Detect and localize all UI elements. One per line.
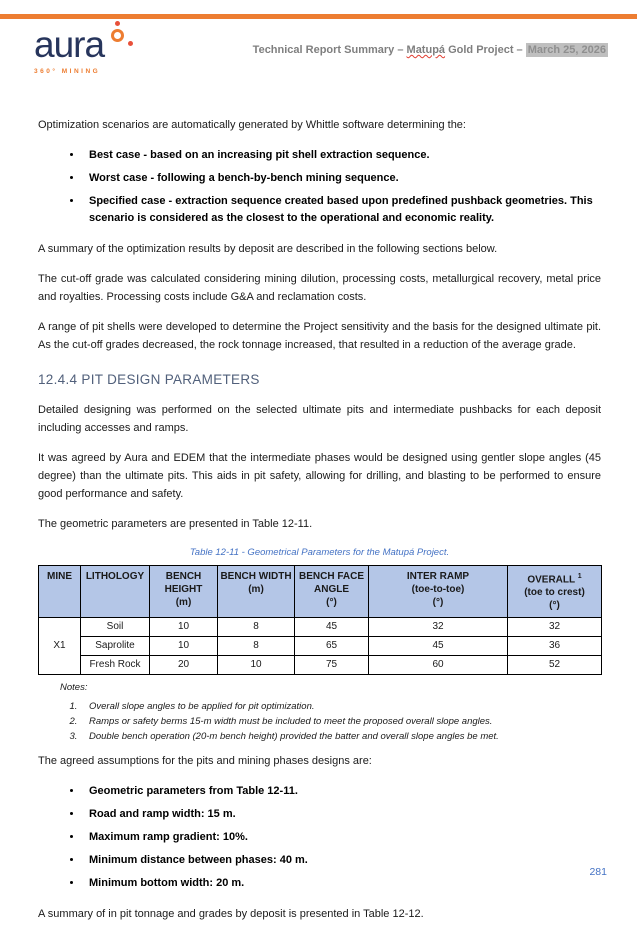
note-item: 2. Ramps or safety berms 15-m width must be included to meet the proposed overall slope angles.: [80, 714, 601, 729]
column-header-mine: [39, 566, 81, 618]
note-item: 1. Overall slope angles to be applied for pit optimization.: [80, 699, 601, 714]
table-row: [39, 637, 602, 656]
paragraph-detailed-designing: Detailed designing was performed on the selected ultimate pits and intermediate pushbacks for each deposit including accesses and ramps.: [38, 404, 601, 434]
table-notes: [60, 680, 601, 744]
header-line: (toe-to-toe): [411, 584, 465, 595]
document-header-title: [253, 44, 608, 56]
cell-face-angle: 65: [295, 637, 369, 656]
list-item: • Road and ramp width: 15 m.: [83, 806, 601, 823]
header-title-date: March 25, 2026: [527, 44, 606, 56]
logo-ring: [111, 29, 124, 42]
list-item: • Maximum ramp gradient: 10%.: [83, 829, 601, 846]
table-row: [39, 618, 602, 637]
cell-bench-width: 8: [218, 618, 295, 637]
cell-lithology: Saprolite: [81, 637, 150, 656]
paragraph-geometric-parameters: The geometric parameters are presented in Table 12-11.: [38, 518, 313, 530]
header-line: MINE: [47, 571, 72, 582]
aura-logo-icon: [108, 21, 134, 51]
header-line: (°): [326, 597, 337, 608]
logo-dot-top: [115, 21, 120, 26]
paragraph-aura-edem-agreement: It was agreed by Aura and EDEM that the intermediate phases would be designed using gentler slope angles (45 degree) than the ultimate pits. This aids in pit safety, allowing for drilling, and blasting to be performed to ensure good performance and safety.: [38, 452, 601, 500]
list-item: • Worst case - following a bench-by-bench mining sequence.: [83, 170, 601, 187]
design-assumptions-list: [38, 783, 601, 892]
aura-logo: [34, 24, 154, 75]
paragraph-pit-shells: A range of pit shells were developed to determine the Project sensitivity and the basis for the designed ultimate pit. As the cut-off grades decreased, the rock tonnage increased, that resulted in a reduction of the average grade.: [38, 321, 601, 351]
aura-logo-text: aura: [34, 24, 105, 65]
cell-overall: 32: [508, 618, 602, 637]
section-heading-pit-design-parameters: 12.4.4 PIT DESIGN PARAMETERS: [38, 372, 260, 387]
list-item: • Specified case - extraction sequence created based upon predefined pushback geometries. This scenario is considered as the closest to the operational and economic reality.: [83, 193, 601, 227]
column-header-overall: [508, 566, 602, 618]
header-line: (toe to crest): [524, 587, 585, 599]
list-item: • Minimum bottom width: 20 m.: [83, 875, 601, 892]
header-line: (m): [248, 584, 264, 595]
header-line: (°): [549, 600, 560, 612]
header-line: ANGLE: [314, 584, 349, 595]
paragraph-agreed-assumptions: The agreed assumptions for the pits and mining phases designs are:: [38, 755, 372, 768]
table-12-11-caption: Table 12-11 - Geometrical Parameters for the Matupá Project.: [189, 547, 450, 558]
header-line: LITHOLOGY: [85, 571, 145, 582]
header-title-middle: Gold Project –: [445, 44, 526, 56]
header-title-project: Matupá: [406, 44, 446, 56]
aura-logo-tagline: 360° MINING: [34, 68, 101, 75]
paragraph-cutoff-grade: The cut-off grade was calculated considering mining dilution, processing costs, metallurgical recovery, metal price and royalties. Processing costs include G&A and reclamation costs.: [38, 273, 601, 303]
column-header-lithology: [81, 566, 150, 618]
overall-label: OVERALL: [527, 574, 575, 586]
table-row: [39, 656, 602, 675]
cell-inter-ramp: 32: [369, 618, 508, 637]
cell-bench-width: 8: [218, 637, 295, 656]
table-header-row: [39, 566, 602, 618]
paragraph-summary-results: A summary of the optimization results by deposit are described in the following sections below.: [38, 243, 498, 255]
paragraph-optimization-scenarios: Optimization scenarios are automatically generated by Whittle software determining the:: [38, 119, 466, 131]
cell-lithology: Fresh Rock: [81, 656, 150, 675]
page-number: 281: [589, 866, 607, 878]
header-line: BENCH HEIGHT: [164, 571, 203, 595]
geometrical-parameters-table: [38, 565, 602, 675]
footnote-marker: 1: [577, 573, 582, 580]
cell-lithology: Soil: [81, 618, 150, 637]
header-line: BENCH WIDTH: [220, 571, 292, 582]
header-line: (m): [175, 597, 192, 608]
header-title-prefix: Technical Report Summary –: [252, 44, 407, 56]
column-header-bench-face-angle: [295, 566, 369, 618]
column-header-inter-ramp: [369, 566, 508, 618]
header-line: [510, 570, 599, 586]
cell-inter-ramp: 45: [369, 637, 508, 656]
notes-label: Notes:: [60, 682, 88, 694]
cell-inter-ramp: 60: [369, 656, 508, 675]
column-header-bench-width: [218, 566, 295, 618]
list-item: • Minimum distance between phases: 40 m.: [83, 852, 601, 869]
cell-bench-height: 10: [150, 618, 218, 637]
cell-overall: 36: [508, 637, 602, 656]
cell-mine: X1: [39, 618, 81, 675]
header-line: BENCH FACE: [298, 571, 364, 582]
optimization-cases-list: [38, 147, 601, 227]
paragraph-summary-tonnage: A summary of in pit tonnage and grades by deposit is presented in Table 12-12.: [38, 908, 424, 921]
note-item: 3. Double bench operation (20-m bench height) provided the batter and overall slope angles be met.: [80, 729, 601, 744]
cell-face-angle: 75: [295, 656, 369, 675]
list-item: • Best case - based on an increasing pit shell extraction sequence.: [83, 147, 601, 164]
list-item: • Geometric parameters from Table 12-11.: [83, 783, 601, 800]
column-header-bench-height: [150, 566, 218, 618]
top-accent-bar: [0, 14, 637, 19]
cell-bench-width: 10: [218, 656, 295, 675]
cell-face-angle: 45: [295, 618, 369, 637]
header-line: (°): [432, 597, 444, 608]
cell-bench-height: 10: [150, 637, 218, 656]
document-body: [38, 116, 601, 935]
cell-overall: 52: [508, 656, 602, 675]
logo-dot-right: [128, 41, 133, 46]
cell-bench-height: 20: [150, 656, 218, 675]
notes-list: [60, 699, 601, 744]
header-line: INTER RAMP: [406, 571, 470, 582]
